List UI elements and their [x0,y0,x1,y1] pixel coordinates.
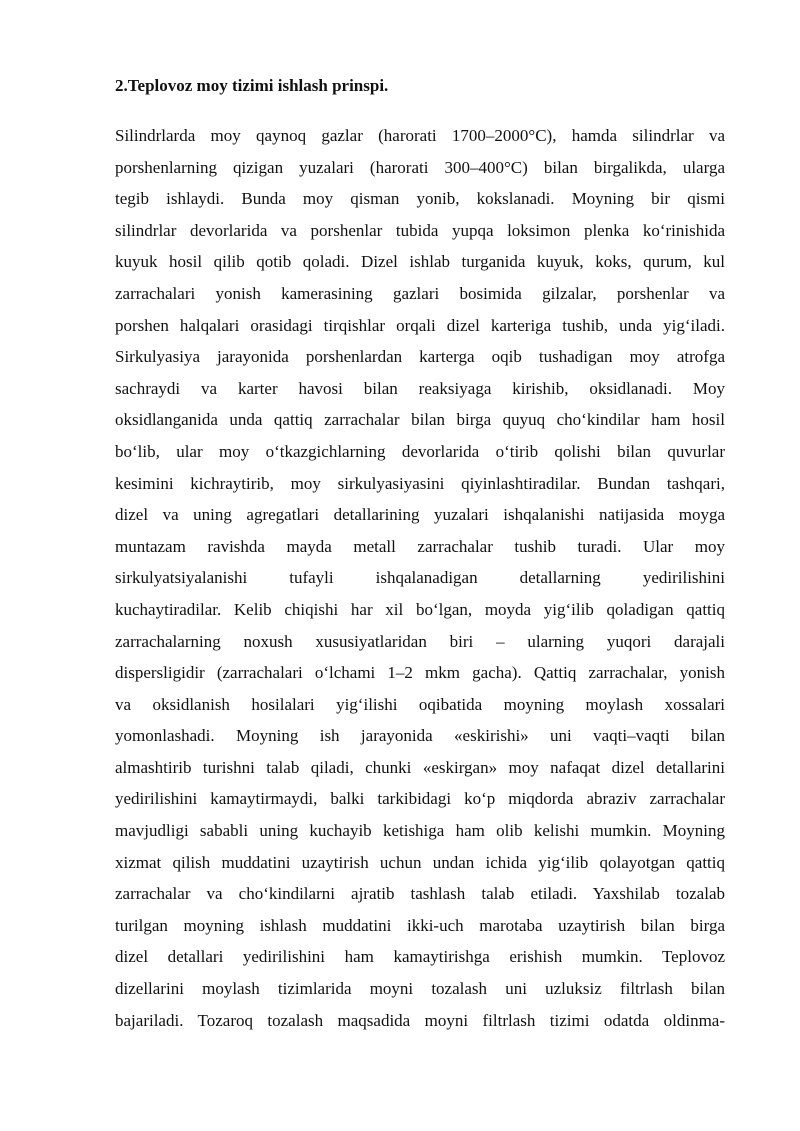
text-line: Silindrlarda moy qaynoq gazlar (harorati 1700–2000°C), hamda silindrlar va [115,126,725,145]
text-line: zarrachalari yonish kamerasining gazlari bosimida gilzalar, porshenlar va [115,283,725,303]
body-paragraph [115,120,725,1036]
text-line: tegib ishlaydi. Bunda moy qisman yonib, kokslanadi. Moyning bir qismi [115,189,725,209]
text-line: bo‘lib, ular moy o‘tkazgichlarning devorlarida o‘tirib qolishi bilan quvurlar [115,441,725,461]
text-line: silindrlar devorlarida va porshenlar tubida yupqa loksimon plenka ko‘rinishida [115,220,725,240]
text-line: almashtirib turishni talab qiladi, chunki «eskirgan» moy nafaqat dizel detallarini [115,757,725,777]
text-line: oksidlanganida unda qattiq zarrachalar bilan birga quyuq cho‘kindilar ham hosil [115,410,725,430]
text-line: muntazam ravishda mayda metall zarrachalar tushib turadi. Ular moy [115,536,725,556]
text-line: zarrachalarning noxush xususiyatlaridan biri – ularning yuqori darajali [115,631,725,651]
section-heading: 2.Teplovoz moy tizimi ishlash prinspi. [115,76,389,95]
text-line: zarrachalar va cho‘kindilarni ajratib tashlash talab etiladi. Yaxshilab tozalab [115,884,725,904]
text-line: yomonlashadi. Moyning ish jarayonida «eskirishi» uni vaqti–vaqti bilan [115,726,725,746]
text-line: kuchaytiradilar. Kelib chiqishi har xil bo‘lgan, moyda yig‘ilib qoladigan qattiq [115,599,725,619]
text-line: porshenlarning qizigan yuzalari (harorati 300–400°C) bilan birgalikda, ularga [115,157,725,177]
text-line: dizel detallari yedirilishini ham kamaytirishga erishish mumkin. Teplovoz [115,947,725,967]
text-line: dizel va uning agregatlari detallarining yuzalari ishqalanishi natijasida moyga [115,505,725,525]
text-line: xizmat qilish muddatini uzaytirish uchun undan ichida yig‘ilib qolayotgan qattiq [115,852,725,872]
text-line: mavjudligi sababli uning kuchayib ketishiga ham olib kelishi mumkin. Moyning [115,821,725,841]
text-line: kuyuk hosil qilib qotib qoladi. Dizel ishlab turganida kuyuk, koks, qurum, kul [115,252,725,272]
text-line: bajariladi. Tozaroq tozalash maqsadida moyni filtrlash tizimi odatda oldinma- [115,1010,725,1030]
text-line: turilgan moyning ishlash muddatini ikki-uch marotaba uzaytirish bilan birga [115,915,725,935]
text-line: va oksidlanish hosilalari yig‘ilishi oqibatida moyning moylash xossalari [115,694,725,714]
text-line: Sirkulyasiya jarayonida porshenlardan karterga oqib tushadigan moy atrofga [115,347,725,367]
text-line: sachraydi va karter havosi bilan reaksiyaga kirishib, oksidlanadi. Moy [115,378,725,398]
text-line: dispersligidir (zarrachalari o‘lchami 1–2 mkm gacha). Qattiq zarrachalar, yonish [115,663,725,683]
text-line: yedirilishini kamaytirmaydi, balki tarkibidagi ko‘p miqdorda abraziv zarrachalar [115,789,725,809]
text-line: sirkulyatsiyalanishi tufayli ishqalanadigan detallarning yedirilishini [115,568,725,588]
text-line: porshen halqalari orasidagi tirqishlar orqali dizel karteriga tushib, unda yig‘iladi. [115,315,725,335]
text-line: kesimini kichraytirib, moy sirkulyasiyasini qiyinlashtiradilar. Bundan tashqari, [115,473,725,493]
text-line: dizellarini moylash tizimlarida moyni tozalash uni uzluksiz filtrlash bilan [115,979,725,999]
